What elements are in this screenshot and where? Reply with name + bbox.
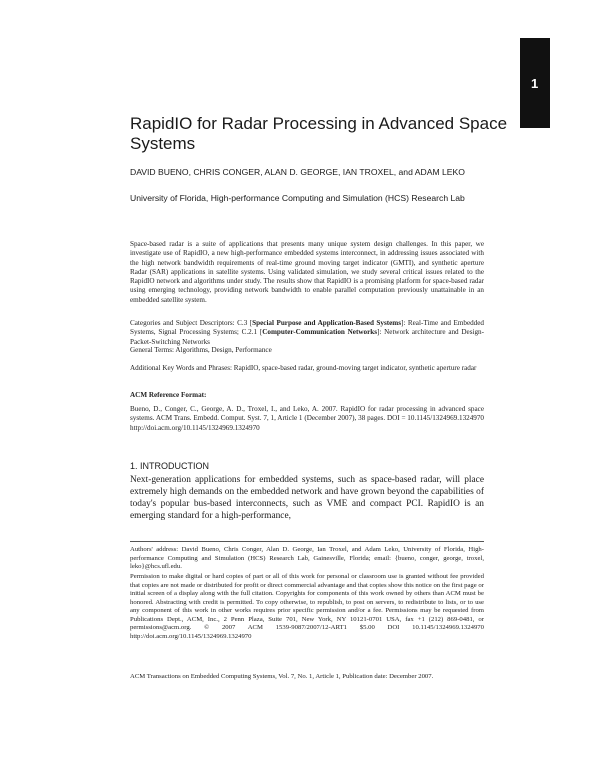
paper-title: RapidIO for Radar Processing in Advanced Space Systems	[130, 114, 508, 153]
general-terms: General Terms: Algorithms, Design, Performance	[130, 346, 272, 354]
footnote-authors-address: Authors' address: David Bueno, Chris Conger, Alan D. George, Ian Troxel, and Adam Leko, University of Florida, High-performance Computing and Simulation (HCS) Research Lab, Gainesville, Florida; email: {bueno, conger, george, troxel, leko}@hcs.ufl.edu.	[130, 546, 484, 571]
abstract: Space-based radar is a suite of applications that presents many unique system design challenges. In this paper, we investigate use of RapidIO, a new high-performance embedded systems interconnect, in addressing issues associated with the high network bandwidth requirements of real-time ground moving target indicator (GMTI), and synthetic aperture Radar (SAR) applications in satellite systems. Using validated simulation, we study several critical issues related to the RapidIO network and algorithms under study. The results show that RapidIO is a promising platform for space-based radar using emerging technology, providing network bandwidth to enable parallel computation previously unattainable in an embedded satellite system.	[130, 240, 484, 304]
categories-lead: Categories and Subject Descriptors: C.3 [	[130, 319, 253, 327]
keywords: Additional Key Words and Phrases: RapidIO, space-based radar, ground-moving target indicator, synthetic aperture radar	[130, 364, 477, 372]
affiliation: University of Florida, High-performance Computing and Simulation (HCS) Research Lab	[130, 193, 465, 203]
page-number-tab	[520, 38, 550, 128]
categories-c21: Computer-Communication Networks	[262, 328, 377, 337]
author-list: DAVID BUENO, CHRIS CONGER, ALAN D. GEORGE, IAN TROXEL, and ADAM LEKO	[130, 167, 465, 177]
reference-heading: ACM Reference Format:	[130, 391, 207, 399]
footnote-permissions: Permission to make digital or hard copies of part or all of this work for personal or classroom use is granted without fee provided that copies are not made or distributed for profit or direct commercial advantage and that copies show this notice on the first page or initial screen of a display along with the full citation. Copyrights for components of this work owned by others than ACM must be honored. Abstracting with credit is permitted. To copy otherwise, to republish, to post on servers, to redistribute to lists, or to use any component of this work in other works requires prior specific permission and/or a fee. Permissions may be requested from Publications Dept., ACM, Inc., 2 Penn Plaza, Suite 701, New York, NY 10121-0701 USA, fax +1 (212) 869-0481, or permissions@acm.org. © 2007 ACM 1539-9087/2007/12-ART1 $5.00 DOI 10.1145/1324969.1324970 http://doi.acm.org/10.1145/1324969.1324970	[130, 573, 484, 640]
footnote-divider	[130, 541, 484, 542]
section-heading-introduction: 1. INTRODUCTION	[130, 461, 210, 471]
journal-footer: ACM Transactions on Embedded Computing Systems, Vol. 7, No. 1, Article 1, Publication date: December 2007.	[130, 673, 434, 680]
categories-middle: ]: Real-Time and Embedded Systems, Signal Processing Systems; C.2.1 [	[130, 319, 484, 337]
subject-categories	[130, 319, 484, 347]
reference-citation: Bueno, D., Conger, C., George, A. D., Troxel, I., and Leko, A. 2007. RapidIO for radar processing in advanced space systems. ACM Trans. Embedd. Comput. Syst. 7, 1, Article 1 (December 2007), 38 pages. DOI = 10.1145/1324969.1324970 http://doi.acm.org/10.1145/1324969.1324970	[130, 405, 484, 432]
categories-c3: Special Purpose and Application-Based Systems	[252, 319, 402, 327]
categories-tail: ]: Network architecture and Design-Packet-Switching Networks	[130, 328, 484, 346]
introduction-text: Next-generation applications for embedded systems, such as space-based radar, will place extremely high demands on the embedded network and have grown beyond the capabilities of today's popular bus-based interconnects, such as VME and compact PCI. RapidIO is an emerging standard for a high-performance,	[130, 475, 484, 521]
page-number: 1	[531, 76, 539, 91]
